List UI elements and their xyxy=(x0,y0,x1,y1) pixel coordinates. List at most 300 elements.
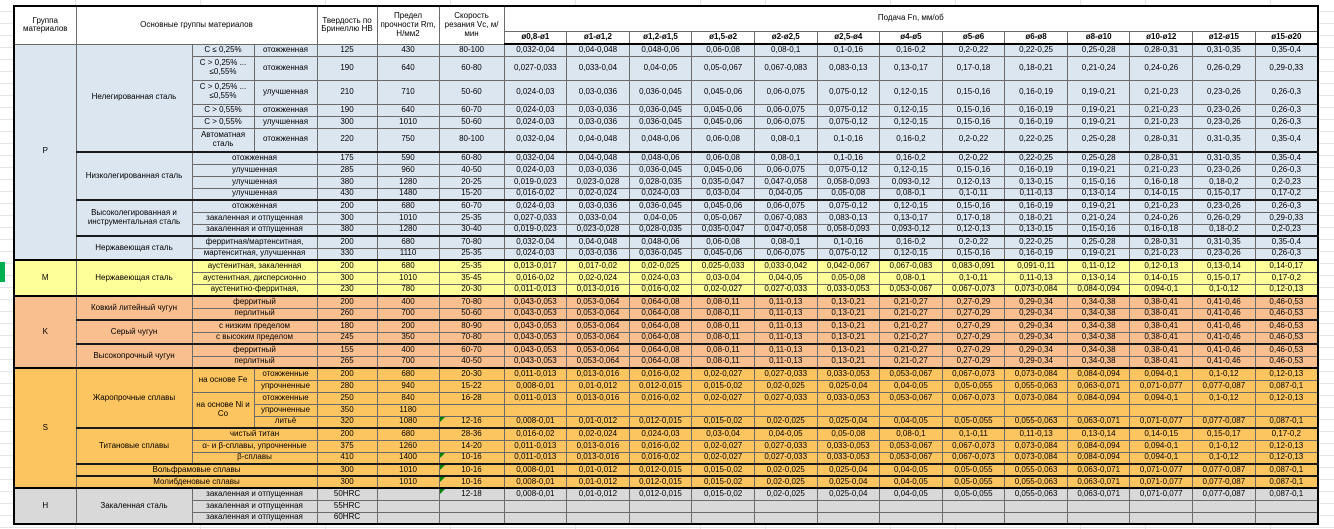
feed-cell[interactable]: 0,016-0,02 xyxy=(629,368,692,380)
feed-cell[interactable]: 0,13-0,21 xyxy=(817,320,880,332)
cutting-speed-cell[interactable]: 70-80 xyxy=(439,236,504,248)
condition-cell[interactable]: отожженная xyxy=(254,44,317,56)
feed-cell[interactable]: 0,23-0,26 xyxy=(1193,116,1256,128)
feed-cell[interactable]: 0,14-0,15 xyxy=(1130,272,1193,284)
feed-cell[interactable]: 0,15-0,17 xyxy=(1193,272,1256,284)
hardness-cell[interactable]: 200 xyxy=(317,296,377,308)
condition-cell[interactable]: упрочненные xyxy=(254,380,317,392)
feed-cell[interactable] xyxy=(692,404,755,416)
feed-cell[interactable]: 0,14-0,15 xyxy=(1130,428,1193,440)
feed-cell[interactable]: 0,04-0,05 xyxy=(754,272,817,284)
feed-cell[interactable]: 0,05-0,08 xyxy=(817,188,880,200)
feed-cell[interactable]: 0,048-0,06 xyxy=(629,152,692,164)
feed-diameter-header[interactable]: ø1,5-ø2 xyxy=(692,31,755,44)
feed-cell[interactable]: 0,024-0,03 xyxy=(629,428,692,440)
feed-cell[interactable]: 0,048-0,06 xyxy=(629,128,692,152)
feed-cell[interactable]: 0,13-0,17 xyxy=(880,212,943,224)
feed-cell[interactable]: 0,14-0,17 xyxy=(1255,260,1318,272)
cutting-speed-cell[interactable]: 50-60 xyxy=(439,116,504,128)
feed-cell[interactable]: 0,03-0,036 xyxy=(567,200,630,212)
feed-cell[interactable]: 0,1-0,11 xyxy=(942,428,1005,440)
cutting-speed-cell[interactable]: 12-16 xyxy=(439,416,504,428)
feed-cell[interactable]: 0,033-0,053 xyxy=(817,452,880,464)
feed-cell[interactable]: 0,071-0,077 xyxy=(1130,380,1193,392)
feed-cell[interactable]: 0,04-0,05 xyxy=(880,464,943,476)
feed-cell[interactable]: 0,032-0,04 xyxy=(504,44,567,56)
feed-cell[interactable]: 0,025-0,04 xyxy=(817,416,880,428)
header-strength[interactable]: Предел прочности Rm, Н/мм2 xyxy=(377,6,439,44)
cutting-speed-cell[interactable]: 50-60 xyxy=(439,80,504,104)
hardness-cell[interactable]: 300 xyxy=(317,116,377,128)
feed-cell[interactable]: 0,08-0,1 xyxy=(754,128,817,152)
feed-cell[interactable]: 0,016-0,02 xyxy=(629,452,692,464)
material-group-cell[interactable]: Нержавеющая сталь xyxy=(76,236,192,260)
cutting-speed-cell[interactable]: 35-45 xyxy=(439,272,504,284)
hardness-cell[interactable]: 200 xyxy=(317,260,377,272)
feed-cell[interactable]: 0,41-0,46 xyxy=(1193,308,1256,320)
feed-cell[interactable]: 0,46-0,53 xyxy=(1255,320,1318,332)
feed-cell[interactable] xyxy=(1067,500,1130,512)
feed-cell[interactable]: 0,2-0,22 xyxy=(942,152,1005,164)
feed-cell[interactable]: 0,12-0,13 xyxy=(1255,284,1318,296)
feed-cell[interactable]: 0,02-0,025 xyxy=(754,464,817,476)
feed-cell[interactable]: 0,071-0,077 xyxy=(1130,464,1193,476)
feed-cell[interactable]: 0,036-0,045 xyxy=(629,200,692,212)
feed-cell[interactable]: 0,23-0,26 xyxy=(1193,200,1256,212)
condition-cell[interactable]: отожженная xyxy=(192,152,317,164)
condition-cell[interactable]: отожженная xyxy=(254,128,317,152)
feed-cell[interactable]: 0,02-0,027 xyxy=(692,284,755,296)
feed-cell[interactable]: 0,28-0,31 xyxy=(1130,152,1193,164)
feed-cell[interactable]: 0,067-0,083 xyxy=(754,212,817,224)
feed-cell[interactable]: 0,11-0,13 xyxy=(754,356,817,368)
feed-cell[interactable]: 0,15-0,16 xyxy=(942,164,1005,176)
feed-cell[interactable]: 0,08-0,1 xyxy=(880,428,943,440)
hardness-cell[interactable]: 380 xyxy=(317,224,377,236)
feed-cell[interactable]: 0,024-0,03 xyxy=(504,80,567,104)
feed-cell[interactable]: 0,016-0,02 xyxy=(504,188,567,200)
feed-cell[interactable]: 0,13-0,14 xyxy=(1067,188,1130,200)
group-letter-cell[interactable]: P xyxy=(14,44,76,260)
feed-cell[interactable]: 0,083-0,13 xyxy=(817,56,880,80)
feed-cell[interactable]: 0,03-0,036 xyxy=(567,164,630,176)
feed-cell[interactable]: 0,41-0,46 xyxy=(1193,296,1256,308)
feed-cell[interactable]: 0,033-0,053 xyxy=(817,284,880,296)
feed-cell[interactable]: 0,2-0,22 xyxy=(942,44,1005,56)
feed-cell[interactable]: 0,12-0,13 xyxy=(1255,440,1318,452)
feed-cell[interactable]: 0,12-0,15 xyxy=(880,116,943,128)
feed-cell[interactable]: 0,19-0,21 xyxy=(1067,104,1130,116)
strength-cell[interactable]: 1080 xyxy=(377,416,439,428)
hardness-cell[interactable]: 55HRC xyxy=(317,500,377,512)
header-hardness[interactable]: Твердость по Бринеллю HB xyxy=(317,6,377,44)
condition-cell[interactable]: перлитный xyxy=(192,308,317,320)
feed-diameter-header[interactable]: ø2-ø2,5 xyxy=(754,31,817,44)
feed-cell[interactable]: 0,05-0,055 xyxy=(942,488,1005,500)
condition-cell[interactable]: Автоматная сталь xyxy=(192,128,254,152)
condition-cell[interactable]: аустенитная, дисперсионно xyxy=(192,272,317,284)
feed-cell[interactable]: 0,21-0,23 xyxy=(1130,80,1193,104)
feed-cell[interactable]: 0,027-0,033 xyxy=(754,452,817,464)
feed-cell[interactable]: 0,019-0,023 xyxy=(504,224,567,236)
feed-cell[interactable]: 0,22-0,25 xyxy=(1005,236,1068,248)
cutting-speed-cell[interactable]: 70-80 xyxy=(439,332,504,344)
feed-cell[interactable]: 0,22-0,25 xyxy=(1005,128,1068,152)
feed-diameter-header[interactable]: ø4-ø5 xyxy=(880,31,943,44)
hardness-cell[interactable]: 155 xyxy=(317,344,377,356)
feed-cell[interactable]: 0,055-0,063 xyxy=(1005,464,1068,476)
condition-cell[interactable]: β-сплавы xyxy=(192,452,317,464)
material-group-cell[interactable]: Закаленная сталь xyxy=(76,488,192,524)
hardness-cell[interactable]: 125 xyxy=(317,44,377,56)
feed-cell[interactable]: 0,016-0,02 xyxy=(504,272,567,284)
feed-cell[interactable]: 0,12-0,15 xyxy=(880,248,943,260)
feed-cell[interactable]: 0,46-0,53 xyxy=(1255,332,1318,344)
feed-cell[interactable]: 0,08-0,11 xyxy=(692,296,755,308)
feed-cell[interactable]: 0,21-0,23 xyxy=(1130,116,1193,128)
feed-cell[interactable]: 0,11-0,13 xyxy=(754,320,817,332)
feed-cell[interactable]: 0,015-0,02 xyxy=(692,464,755,476)
feed-cell[interactable] xyxy=(754,404,817,416)
condition-cell[interactable]: C ≤ 0,25% xyxy=(192,44,254,56)
feed-cell[interactable]: 0,29-0,34 xyxy=(1005,308,1068,320)
cutting-speed-cell[interactable]: 10-16 xyxy=(439,452,504,464)
hardness-cell[interactable]: 280 xyxy=(317,380,377,392)
feed-cell[interactable] xyxy=(692,500,755,512)
feed-cell[interactable] xyxy=(567,404,630,416)
hardness-cell[interactable]: 285 xyxy=(317,164,377,176)
feed-cell[interactable] xyxy=(817,512,880,524)
hardness-cell[interactable]: 430 xyxy=(317,188,377,200)
feed-cell[interactable] xyxy=(880,500,943,512)
feed-cell[interactable]: 0,34-0,38 xyxy=(1067,308,1130,320)
feed-cell[interactable]: 0,063-0,071 xyxy=(1067,464,1130,476)
feed-cell[interactable] xyxy=(1255,512,1318,524)
feed-cell[interactable]: 0,13-0,21 xyxy=(817,356,880,368)
feed-cell[interactable]: 0,12-0,13 xyxy=(1130,260,1193,272)
feed-cell[interactable]: 0,13-0,21 xyxy=(817,344,880,356)
feed-cell[interactable]: 0,025-0,04 xyxy=(817,488,880,500)
cutting-speed-cell[interactable]: 15-20 xyxy=(439,188,504,200)
feed-cell[interactable]: 0,21-0,27 xyxy=(880,308,943,320)
cutting-speed-cell[interactable]: 16-28 xyxy=(439,392,504,404)
feed-cell[interactable]: 0,11-0,13 xyxy=(1005,188,1068,200)
feed-cell[interactable]: 0,12-0,13 xyxy=(1255,452,1318,464)
feed-cell[interactable]: 0,024-0,03 xyxy=(629,188,692,200)
feed-cell[interactable]: 0,08-0,11 xyxy=(692,320,755,332)
feed-cell[interactable]: 0,077-0,087 xyxy=(1193,416,1256,428)
feed-cell[interactable]: 0,06-0,08 xyxy=(692,128,755,152)
feed-cell[interactable]: 0,29-0,33 xyxy=(1255,56,1318,80)
condition-cell[interactable]: отожженная xyxy=(254,104,317,116)
strength-cell[interactable]: 350 xyxy=(377,332,439,344)
feed-cell[interactable]: 0,27-0,29 xyxy=(942,320,1005,332)
feed-cell[interactable]: 0,1-0,11 xyxy=(942,188,1005,200)
feed-cell[interactable]: 0,16-0,19 xyxy=(1005,104,1068,116)
feed-cell[interactable]: 0,28-0,31 xyxy=(1130,128,1193,152)
condition-cell[interactable]: с высоким пределом xyxy=(192,332,317,344)
feed-cell[interactable]: 0,064-0,08 xyxy=(629,356,692,368)
feed-cell[interactable]: 0,29-0,34 xyxy=(1005,320,1068,332)
feed-cell[interactable]: 0,13-0,17 xyxy=(880,56,943,80)
feed-cell[interactable]: 0,087-0,1 xyxy=(1255,416,1318,428)
feed-cell[interactable]: 0,11-0,13 xyxy=(754,344,817,356)
feed-cell[interactable]: 0,011-0,013 xyxy=(504,452,567,464)
strength-cell[interactable]: 780 xyxy=(377,284,439,296)
feed-cell[interactable]: 0,06-0,08 xyxy=(692,44,755,56)
feed-cell[interactable]: 0,047-0,058 xyxy=(754,224,817,236)
feed-cell[interactable]: 0,38-0,41 xyxy=(1130,320,1193,332)
feed-cell[interactable]: 0,012-0,015 xyxy=(629,464,692,476)
feed-cell[interactable]: 0,2-0,22 xyxy=(942,128,1005,152)
feed-cell[interactable]: 0,02-0,025 xyxy=(754,380,817,392)
feed-cell[interactable]: 0,025-0,04 xyxy=(817,380,880,392)
hardness-cell[interactable]: 350 xyxy=(317,404,377,416)
feed-cell[interactable]: 0,21-0,27 xyxy=(880,356,943,368)
feed-cell[interactable]: 0,064-0,08 xyxy=(629,332,692,344)
cutting-speed-cell[interactable]: 20-30 xyxy=(439,368,504,380)
feed-cell[interactable]: 0,063-0,071 xyxy=(1067,476,1130,488)
feed-cell[interactable]: 0,21-0,27 xyxy=(880,320,943,332)
feed-cell[interactable]: 0,02-0,024 xyxy=(567,188,630,200)
feed-cell[interactable] xyxy=(817,500,880,512)
feed-cell[interactable]: 0,042-0,067 xyxy=(817,260,880,272)
cutting-speed-cell[interactable]: 60-70 xyxy=(439,344,504,356)
feed-cell[interactable]: 0,13-0,14 xyxy=(1193,260,1256,272)
material-group-cell[interactable]: на основе Fe xyxy=(192,368,254,392)
strength-cell[interactable]: 1010 xyxy=(377,212,439,224)
cutting-speed-cell[interactable]: 25-35 xyxy=(439,212,504,224)
feed-cell[interactable]: 0,027-0,033 xyxy=(504,212,567,224)
feed-cell[interactable]: 0,46-0,53 xyxy=(1255,344,1318,356)
condition-cell[interactable]: перлитный xyxy=(192,356,317,368)
feed-cell[interactable]: 0,1-0,16 xyxy=(817,152,880,164)
feed-cell[interactable]: 0,24-0,26 xyxy=(1130,212,1193,224)
feed-cell[interactable]: 0,027-0,033 xyxy=(754,440,817,452)
feed-cell[interactable] xyxy=(1130,500,1193,512)
condition-cell[interactable]: с низким пределом xyxy=(192,320,317,332)
feed-cell[interactable]: 0,075-0,12 xyxy=(817,164,880,176)
feed-cell[interactable]: 0,21-0,24 xyxy=(1067,56,1130,80)
feed-cell[interactable]: 0,027-0,033 xyxy=(754,392,817,404)
feed-cell[interactable]: 0,02-0,025 xyxy=(629,260,692,272)
feed-cell[interactable]: 0,024-0,03 xyxy=(504,248,567,260)
feed-cell[interactable]: 0,08-0,11 xyxy=(692,356,755,368)
condition-cell[interactable]: закаленная и отпущенная xyxy=(192,500,317,512)
condition-cell[interactable]: C > 0,25% ... ≤0,55% xyxy=(192,56,254,80)
feed-cell[interactable]: 0,15-0,16 xyxy=(942,248,1005,260)
feed-cell[interactable]: 0,03-0,036 xyxy=(567,248,630,260)
cutting-speed-cell[interactable] xyxy=(439,512,504,524)
feed-cell[interactable]: 0,027-0,033 xyxy=(754,368,817,380)
feed-cell[interactable]: 0,04-0,05 xyxy=(880,476,943,488)
feed-diameter-header[interactable]: ø15-ø20 xyxy=(1255,31,1318,44)
feed-cell[interactable]: 0,033-0,04 xyxy=(567,56,630,80)
feed-cell[interactable]: 0,46-0,53 xyxy=(1255,308,1318,320)
condition-cell[interactable]: α- и β-сплавы, упрочненные xyxy=(192,440,317,452)
feed-cell[interactable]: 0,05-0,055 xyxy=(942,416,1005,428)
strength-cell[interactable]: 1280 xyxy=(377,176,439,188)
feed-cell[interactable]: 0,13-0,14 xyxy=(1067,428,1130,440)
cutting-speed-cell[interactable]: 80-100 xyxy=(439,128,504,152)
feed-cell[interactable]: 0,053-0,067 xyxy=(880,284,943,296)
feed-cell[interactable]: 0,15-0,16 xyxy=(942,200,1005,212)
feed-cell[interactable]: 0,17-0,2 xyxy=(1255,188,1318,200)
feed-cell[interactable]: 0,064-0,08 xyxy=(629,344,692,356)
material-group-cell[interactable]: Ковкий литейный чугун xyxy=(76,296,192,320)
feed-cell[interactable]: 0,27-0,29 xyxy=(942,308,1005,320)
feed-diameter-header[interactable]: ø10-ø12 xyxy=(1130,31,1193,44)
feed-cell[interactable]: 0,34-0,38 xyxy=(1067,320,1130,332)
material-group-cell[interactable]: Нержавеющая сталь xyxy=(76,260,192,296)
feed-cell[interactable]: 0,21-0,23 xyxy=(1130,104,1193,116)
strength-cell[interactable]: 590 xyxy=(377,152,439,164)
hardness-cell[interactable]: 50HRC xyxy=(317,488,377,500)
cutting-speed-cell[interactable]: 60-80 xyxy=(439,56,504,80)
feed-cell[interactable]: 0,015-0,02 xyxy=(692,416,755,428)
feed-cell[interactable]: 0,023-0,028 xyxy=(567,224,630,236)
cutting-speed-cell[interactable] xyxy=(439,500,504,512)
feed-cell[interactable]: 0,27-0,29 xyxy=(942,296,1005,308)
feed-cell[interactable]: 0,04-0,05 xyxy=(629,56,692,80)
feed-cell[interactable]: 0,011-0,013 xyxy=(504,392,567,404)
feed-cell[interactable]: 0,053-0,067 xyxy=(880,452,943,464)
feed-cell[interactable]: 0,033-0,053 xyxy=(817,392,880,404)
feed-cell[interactable]: 0,04-0,048 xyxy=(567,128,630,152)
feed-cell[interactable]: 0,12-0,15 xyxy=(880,200,943,212)
feed-cell[interactable]: 0,016-0,02 xyxy=(504,428,567,440)
feed-cell[interactable]: 0,46-0,53 xyxy=(1255,356,1318,368)
feed-cell[interactable]: 0,19-0,21 xyxy=(1067,164,1130,176)
hardness-cell[interactable]: 190 xyxy=(317,104,377,116)
feed-cell[interactable]: 0,1-0,11 xyxy=(942,272,1005,284)
feed-cell[interactable]: 0,23-0,26 xyxy=(1193,248,1256,260)
feed-cell[interactable] xyxy=(1005,404,1068,416)
feed-cell[interactable]: 0,01-0,012 xyxy=(567,488,630,500)
feed-cell[interactable]: 0,012-0,015 xyxy=(629,476,692,488)
feed-cell[interactable] xyxy=(942,404,1005,416)
feed-cell[interactable]: 0,016-0,02 xyxy=(629,284,692,296)
feed-cell[interactable]: 0,053-0,064 xyxy=(567,320,630,332)
feed-cell[interactable]: 0,073-0,084 xyxy=(1005,368,1068,380)
feed-cell[interactable]: 0,033-0,042 xyxy=(754,260,817,272)
feed-cell[interactable]: 0,094-0,1 xyxy=(1130,284,1193,296)
feed-cell[interactable]: 0,22-0,25 xyxy=(1005,152,1068,164)
feed-cell[interactable]: 0,03-0,04 xyxy=(692,188,755,200)
feed-cell[interactable]: 0,013-0,016 xyxy=(567,452,630,464)
feed-cell[interactable]: 0,06-0,075 xyxy=(754,80,817,104)
feed-cell[interactable] xyxy=(629,512,692,524)
feed-cell[interactable]: 0,22-0,25 xyxy=(1005,44,1068,56)
feed-cell[interactable]: 0,27-0,29 xyxy=(942,356,1005,368)
feed-cell[interactable]: 0,04-0,05 xyxy=(629,212,692,224)
feed-cell[interactable]: 0,048-0,06 xyxy=(629,236,692,248)
strength-cell[interactable]: 1400 xyxy=(377,452,439,464)
feed-cell[interactable]: 0,12-0,13 xyxy=(942,224,1005,236)
strength-cell[interactable]: 1110 xyxy=(377,248,439,260)
feed-cell[interactable] xyxy=(1130,404,1193,416)
feed-cell[interactable]: 0,11-0,13 xyxy=(754,332,817,344)
condition-cell[interactable]: мартенситная, улучшенная xyxy=(192,248,317,260)
feed-cell[interactable]: 0,35-0,4 xyxy=(1255,128,1318,152)
feed-cell[interactable]: 0,12-0,13 xyxy=(1255,368,1318,380)
feed-cell[interactable]: 0,094-0,1 xyxy=(1130,452,1193,464)
feed-cell[interactable]: 0,027-0,033 xyxy=(504,56,567,80)
feed-cell[interactable]: 0,27-0,29 xyxy=(942,332,1005,344)
strength-cell[interactable]: 1260 xyxy=(377,440,439,452)
hardness-cell[interactable]: 200 xyxy=(317,428,377,440)
feed-cell[interactable]: 0,1-0,12 xyxy=(1193,368,1256,380)
feed-cell[interactable]: 0,06-0,075 xyxy=(754,116,817,128)
feed-cell[interactable]: 0,19-0,21 xyxy=(1067,116,1130,128)
strength-cell[interactable]: 700 xyxy=(377,308,439,320)
feed-cell[interactable]: 0,084-0,094 xyxy=(1067,392,1130,404)
feed-cell[interactable]: 0,04-0,05 xyxy=(754,188,817,200)
header-cutting-speed[interactable]: Скорость резания Vc, м/мин xyxy=(439,6,504,44)
feed-cell[interactable]: 0,27-0,29 xyxy=(942,344,1005,356)
feed-cell[interactable]: 0,02-0,025 xyxy=(754,488,817,500)
feed-cell[interactable]: 0,077-0,087 xyxy=(1193,476,1256,488)
feed-cell[interactable]: 0,087-0,1 xyxy=(1255,476,1318,488)
feed-cell[interactable]: 0,045-0,06 xyxy=(692,116,755,128)
feed-cell[interactable]: 0,18-0,2 xyxy=(1193,176,1256,188)
condition-cell[interactable]: аустенитно-ферритная, xyxy=(192,284,317,296)
feed-cell[interactable]: 0,087-0,1 xyxy=(1255,464,1318,476)
cutting-speed-cell[interactable]: 30-40 xyxy=(439,224,504,236)
feed-cell[interactable]: 0,08-0,11 xyxy=(692,308,755,320)
feed-cell[interactable]: 0,23-0,26 xyxy=(1193,80,1256,104)
feed-cell[interactable]: 0,013-0,016 xyxy=(567,368,630,380)
feed-cell[interactable]: 0,075-0,12 xyxy=(817,116,880,128)
strength-cell[interactable]: 710 xyxy=(377,80,439,104)
feed-cell[interactable]: 0,043-0,053 xyxy=(504,308,567,320)
feed-diameter-header[interactable]: ø0,8-ø1 xyxy=(504,31,567,44)
hardness-cell[interactable]: 175 xyxy=(317,152,377,164)
cutting-speed-cell[interactable]: 80-90 xyxy=(439,320,504,332)
feed-cell[interactable]: 0,17-0,2 xyxy=(1255,428,1318,440)
feed-cell[interactable]: 0,045-0,06 xyxy=(692,104,755,116)
feed-cell[interactable]: 0,06-0,075 xyxy=(754,164,817,176)
feed-cell[interactable]: 0,058-0,093 xyxy=(817,176,880,188)
condition-cell[interactable]: улучшенная xyxy=(254,116,317,128)
feed-cell[interactable]: 0,013-0,016 xyxy=(567,440,630,452)
feed-cell[interactable] xyxy=(880,512,943,524)
feed-cell[interactable]: 0,15-0,16 xyxy=(942,104,1005,116)
feed-cell[interactable]: 0,13-0,15 xyxy=(1005,176,1068,188)
strength-cell[interactable]: 1010 xyxy=(377,464,439,476)
hardness-cell[interactable]: 300 xyxy=(317,212,377,224)
feed-cell[interactable]: 0,04-0,048 xyxy=(567,236,630,248)
feed-cell[interactable]: 0,21-0,23 xyxy=(1130,200,1193,212)
feed-cell[interactable]: 0,05-0,08 xyxy=(817,272,880,284)
feed-cell[interactable]: 0,08-0,11 xyxy=(692,344,755,356)
cutting-speed-cell[interactable]: 12-18 xyxy=(439,488,504,500)
feed-cell[interactable]: 0,013-0,017 xyxy=(504,260,567,272)
material-group-cell[interactable]: Низколегированная сталь xyxy=(76,152,192,200)
condition-cell[interactable]: C > 0,25% ... ≤0,55% xyxy=(192,80,254,104)
feed-cell[interactable]: 0,035-0,047 xyxy=(692,176,755,188)
feed-cell[interactable]: 0,043-0,053 xyxy=(504,332,567,344)
feed-cell[interactable] xyxy=(1193,404,1256,416)
feed-cell[interactable]: 0,083-0,13 xyxy=(817,212,880,224)
feed-cell[interactable]: 0,015-0,02 xyxy=(692,488,755,500)
condition-cell[interactable]: упрочненные xyxy=(254,404,317,416)
feed-cell[interactable] xyxy=(692,512,755,524)
feed-cell[interactable]: 0,073-0,084 xyxy=(1005,452,1068,464)
material-group-cell[interactable]: Титановые сплавы xyxy=(76,428,192,464)
feed-cell[interactable]: 0,38-0,41 xyxy=(1130,356,1193,368)
condition-cell[interactable]: ферритный xyxy=(192,344,317,356)
